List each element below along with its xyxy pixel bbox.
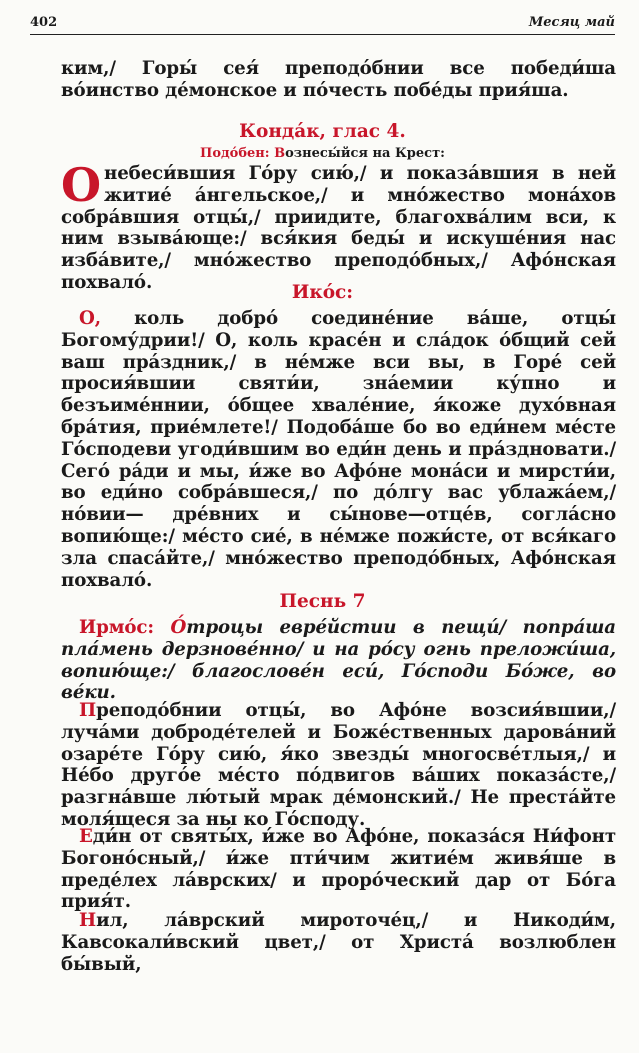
irmos-label: Ирмо́с: [79,617,171,638]
podoben-line [30,146,615,161]
ikos-body: коль добро́ соедине́ние ва́ше, отцы́ Богому́дрии!/ О, коль красе́н и сла́док о́бщий сей ваш пра́здник,/ в не́мже вси вы, в Горе́ сей просия́вшии святи́и, зна́емии ку́пно и безъиме́ннии, о́бщее хвале́ние, я́коже духо́вная бра́тия, прие́млете!/ Подоба́ше бо во еди́нем ме́сте Го́сподеви угоди́вшим во еди́н день и пра́здновати./ Сего́ ра́ди и мы, и́же во Афо́не мона́си и мирсти́и, во еди́но собра́вшеся,/ по до́лгу вас ублажа́ем,/ но́вии— дре́вних и сы́нове—отце́в, согла́сно вопию́ще:/ ме́сто сие́, в не́мже пожи́сте, от вся́каго зла спаса́йте,/ мно́жество преподо́бных, Афо́нская похвало́. [61,308,616,591]
troparion-3-initial: Н [79,910,97,931]
irmos-initial: О́ [170,617,187,638]
page-number: 402 [30,14,58,30]
troparion-1-body: реподо́бнии отцы́, во Афо́не возсия́вшии,/ луча́ми доброде́телей и Боже́ственных дарова́ний озаре́те Го́ру сию́, я́ко звезды́ многосве́тлыя,/ и Не́бо друго́е ме́сто по́двигов ва́ших показа́сте,/ разгна́вше лю́тый мрак де́монский./ Не преста́йте моля́щеся за ны ко Го́споду. [61,700,616,830]
podoben-initial: В [274,146,286,161]
page-header [30,10,615,34]
ikos-text [61,308,616,591]
kontakion-text [61,158,616,294]
kontakion-title: Конда́к, глас 4. [239,121,406,142]
irmos-text [61,617,616,704]
troparion-3 [61,910,616,975]
kontakion-initial: О [61,158,101,212]
troparion-2-initial: Е [79,826,93,847]
ikos-initial: О, [79,308,101,329]
irmos-body: троцы евре́йстии в пещи́/ попра́ша пла́мень дерзнове́нно/ и на ро́су огнь преложи́ша, вопию́ще:/ благослове́н еси́, Го́споди Бо́же, во ве́ки. [61,617,616,704]
continuation-text: ким,/ Горы́ сея́ преподо́бнии все победи́ша во́инство де́монское и по́честь побе́ды прия́ша. [61,58,616,101]
running-title: Месяц май [528,14,615,30]
ode-title: Песнь 7 [279,591,366,612]
header-rule [30,34,615,35]
podoben-rest: ознесы́йся на Крест: [285,146,445,161]
podoben-label: Подо́бен: [200,146,275,161]
troparion-3-body: ил, ла́врский мироточе́ц,/ и Никоди́м, Кавсокали́вский цвет,/ от Христа́ возлюблен бы́вый, [61,910,616,975]
troparion-2 [61,826,616,913]
ikos-title: Ико́с: [291,282,354,303]
troparion-2-body: ди́н от святы́х, и́же во Афо́не, показа́ся Ни́фонт Богоно́сный,/ и́же пти́чим житие́м живя́ше в преде́лех ла́врских/ и проро́ческий дар от Бо́га прия́т. [61,826,616,913]
troparion-1-initial: П [79,700,97,721]
kontakion-body: небеси́вшия Го́ру сию́,/ и показа́вшия в ней житие́ а́нгельское,/ и мно́жество мона́хов собра́вшия отцы́,/ приидите, благохва́лим вси, к ним взыва́юще:/ вся́кия беды́ и искуше́ния нас изба́вите,/ мно́жество преподо́бных,/ Афо́нская похвало́. [61,163,616,293]
troparion-1 [61,700,616,831]
